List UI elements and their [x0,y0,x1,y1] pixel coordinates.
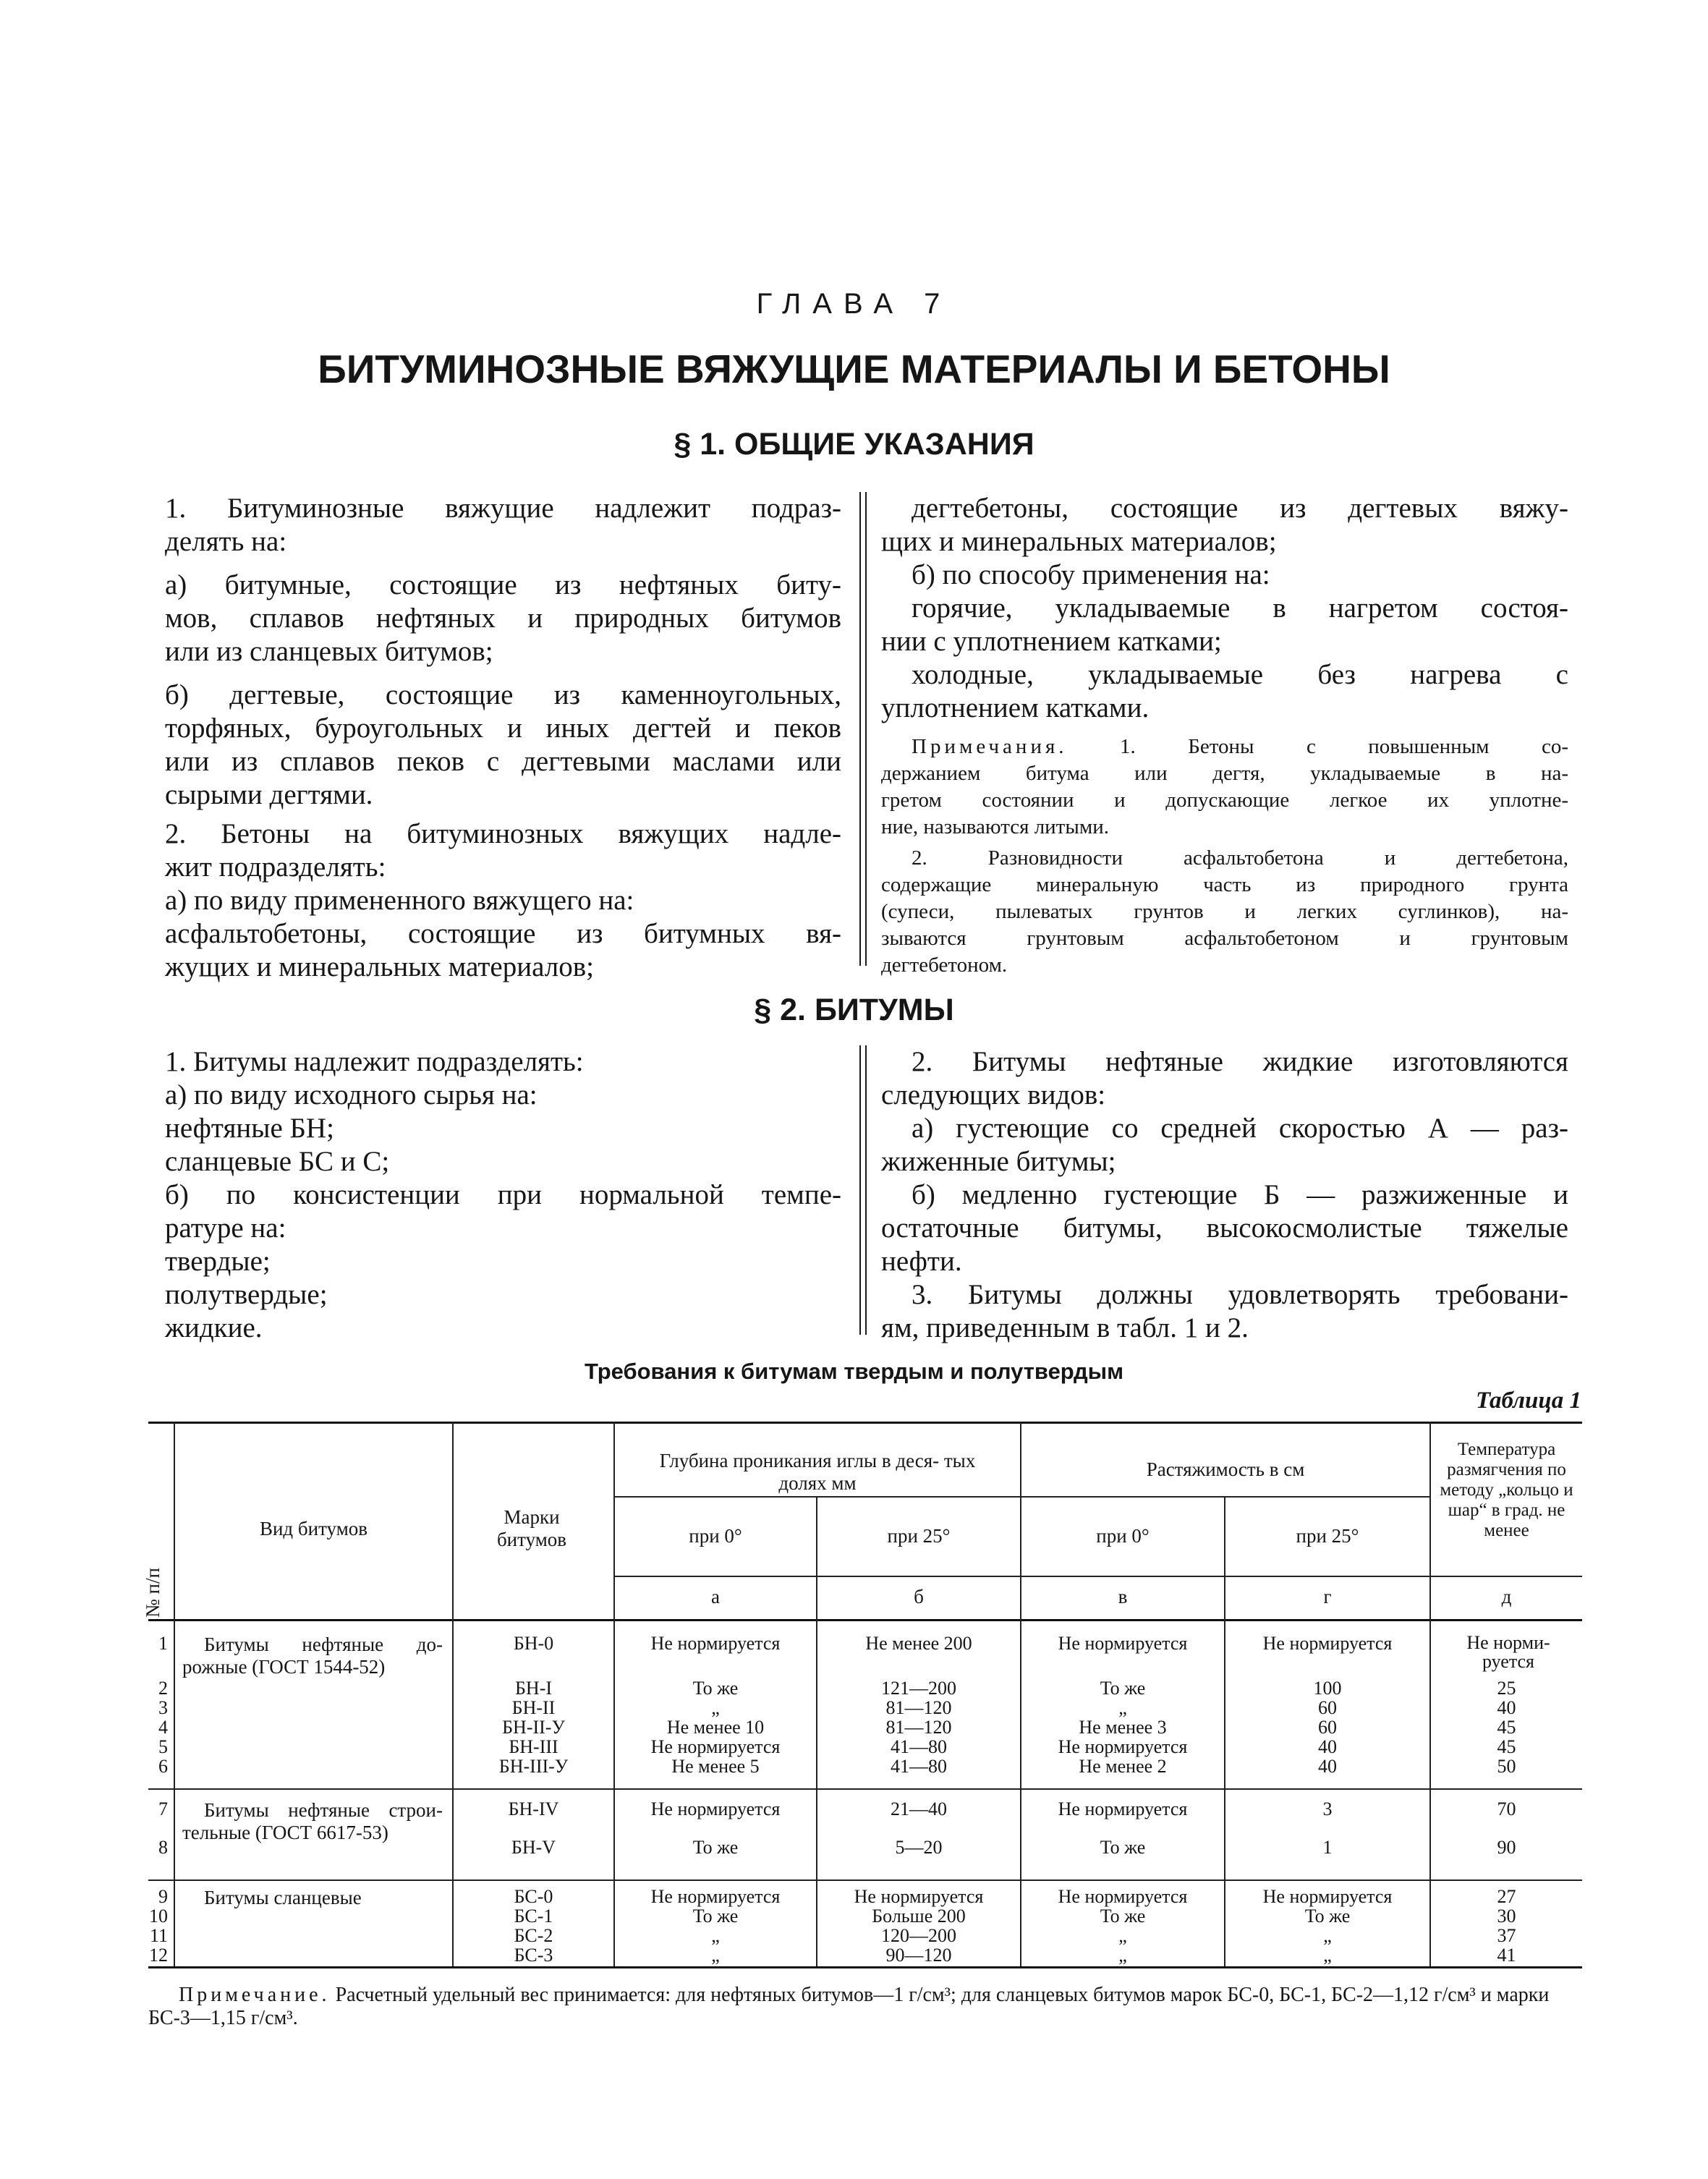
pen0-cell: Не нормируется [650,1798,781,1819]
text-line: жиженные битумы; [881,1146,1116,1177]
soft-cell: 30 [1497,1906,1516,1927]
chapter-title: БИТУМИНОЗНЫЕ ВЯЖУЩИЕ МАТЕРИАЛЫ И БЕТОНЫ [318,347,1390,391]
text-line: торфяных, буроугольных и иных дегтей и пеков [165,713,841,744]
text-line: сырыми дегтями. [165,779,373,810]
table-caption: Требования к битумам твердым и полутвердым [584,1359,1124,1384]
brand-cell: БН-III-У [498,1756,569,1777]
str0-cell: Не нормируется [1058,1736,1188,1757]
pen0-cell: Не нормируется [650,1736,781,1757]
pen25-cell: Больше 200 [872,1906,966,1927]
str0-cell: То же [1100,1678,1146,1699]
str0-cell: Не менее 2 [1079,1756,1167,1777]
text-line: делять на: [165,526,287,557]
pen25-cell: 81—120 [885,1717,952,1738]
str0-cell: „ [1118,1697,1127,1718]
row-number: 10 [149,1906,168,1927]
text-line: горячие, укладываемые в нагретом состоя- [912,592,1568,624]
str0-cell: „ [1118,1925,1127,1946]
row-number: 5 [158,1736,168,1757]
text-line: дегтебетоны, состоящие из дегтевых вяжу- [912,493,1568,524]
header-letter: г [1323,1586,1332,1607]
pen0-cell: То же [692,1678,739,1699]
table-rule [613,1576,1582,1577]
table-rule [613,1496,1429,1498]
text-line: 2. Разновидности асфальтобетона и дегтебетона, [912,846,1568,870]
kind-cell: Битумы нефтяные строи- тельные (ГОСТ 6617-53) [182,1799,443,1843]
chapter-label: ГЛАВА 7 [756,288,952,320]
pen0-cell: Не нормируется [650,1886,781,1907]
str25-cell: 3 [1322,1798,1333,1819]
str25-cell: Не нормируется [1262,1886,1393,1907]
section2-left-column [165,1045,841,1345]
header-kind: Вид битумов [259,1518,368,1539]
pen0-cell: Не нормируется [650,1633,781,1654]
str25-cell: 40 [1318,1756,1337,1777]
header-letter: а [711,1586,720,1607]
column-divider [859,492,861,966]
str25-cell: 1 [1322,1837,1333,1858]
str0-cell: Не менее 3 [1079,1717,1167,1738]
section2-right-column [881,1045,1568,1345]
text-line: 2. Бетоны на битуминозных вяжущих надле- [165,818,841,849]
str0-cell: Не нормируется [1058,1633,1188,1654]
str0-cell: Не нормируется [1058,1886,1188,1907]
text-line: мов, сплавов нефтяных и природных битумов [165,603,841,634]
brand-cell: БС-0 [514,1886,553,1907]
table-note [148,1984,1581,2030]
text-line: уплотнением катками. [881,692,1150,723]
table-number: Таблица 1 [1475,1388,1581,1414]
str0-cell: То же [1100,1906,1146,1927]
section1-left-column [165,492,841,984]
section1-title: § 1. ОБЩИЕ УКАЗАНИЯ [674,427,1034,462]
text-line: (супеси, пылеватых грунтов и легких суглинков), на- [881,900,1568,923]
row-number: 4 [158,1717,168,1738]
text-line: следующих видов: [881,1079,1106,1110]
table-top-rule [148,1422,1582,1424]
pen0-cell: „ [711,1945,720,1966]
table-col-rule [174,1422,175,1966]
header-letter: в [1118,1586,1128,1607]
text-line: холодные, укладываемые без нагрева с [912,659,1568,690]
header-str-0: при 0° [1096,1525,1150,1547]
row-number: 1 [158,1633,168,1654]
text-line: жидкие. [165,1312,263,1343]
str25-cell: „ [1323,1945,1332,1966]
header-num: № п/п [142,1568,163,1618]
str25-cell: 100 [1313,1678,1342,1699]
row-number: 12 [149,1945,168,1966]
soft-cell: 90 [1497,1837,1516,1858]
text-line: б) по способу применения на: [912,559,1270,590]
brand-cell: БС-3 [514,1945,553,1966]
pen25-cell: 120—200 [881,1925,956,1946]
pen0-cell: То же [692,1906,739,1927]
row-number: 2 [158,1678,168,1699]
text-line: или из сланцевых битумов; [165,636,493,667]
text-line: гретом состоянии и допускающие легкое их уплотне- [881,789,1568,812]
text-line: сланцевые БС и С; [165,1146,390,1177]
header-stretch: Растяжимость в см [1146,1458,1305,1480]
brand-cell: БН-II [511,1697,556,1718]
pen25-cell: 81—120 [885,1697,952,1718]
row-number: 6 [158,1756,168,1777]
str25-cell: То же [1304,1906,1351,1927]
pen25-cell: 5—20 [895,1837,943,1858]
text-line: а) битумные, состоящие из нефтяных биту- [165,569,841,600]
row-number: 9 [158,1886,168,1907]
row-number: 3 [158,1697,168,1718]
str25-cell: 40 [1318,1736,1337,1757]
text-line: 1. Бетоны с повышенным со- [1120,735,1568,758]
text-line: остаточные битумы, высокосмолистые тяжелые [881,1212,1568,1244]
note-label: Примечания. [912,735,1068,758]
table-bottom-rule [148,1966,1582,1968]
soft-cell: 50 [1497,1756,1516,1777]
note-text: Расчетный удельный вес принимается: для нефтяных битумов—1 г/см³; для сланцевых битумов марок БС-0, БС-1, БС-2—1,12 г/см³ и марки БС-3—1,15 г/см³. [148,1984,1550,2029]
text-line: содержащие минеральную часть из природного грунта [881,873,1568,896]
table-group-rule [148,1879,1582,1881]
text-line: ние, называются литыми. [881,815,1109,838]
note-label: Примечание. [179,1984,331,2006]
text-line: 3. Битумы должны удовлетворять требовани- [912,1279,1568,1310]
header-letter: б [914,1586,924,1607]
text-line: 2. Битумы нефтяные жидкие изготовляются [912,1046,1568,1077]
header-letter: д [1501,1586,1512,1607]
pen25-cell: 90—120 [885,1945,952,1966]
text-line: а) густеющие со средней скоростью А — раз- [912,1113,1568,1144]
str25-cell: „ [1323,1925,1332,1946]
column-divider [865,492,867,966]
str0-cell: Не нормируется [1058,1798,1188,1819]
text-line: полутвердые; [165,1279,328,1310]
soft-cell: 45 [1497,1736,1516,1757]
str0-cell: „ [1118,1945,1127,1966]
pen25-cell: 21—40 [891,1798,947,1819]
soft-cell: Не норми- руется [1466,1632,1550,1672]
pen25-cell: Не менее 200 [865,1633,972,1654]
column-divider [865,1045,867,1335]
text-line: асфальтобетоны, состоящие из битумных вя- [165,918,841,949]
header-brand: Марки битумов [496,1506,567,1550]
text-line: 1. Битуминозные вяжущие надлежит подраз- [165,493,841,524]
soft-cell: 45 [1497,1717,1516,1738]
soft-cell: 40 [1497,1697,1516,1718]
pen25-cell: 121—200 [881,1678,956,1699]
text-line: б) медленно густеющие Б — разжиженные и [912,1179,1568,1210]
section2-title: § 2. БИТУМЫ [754,993,954,1027]
header-softening: Температура размягчения по методу „кольцо и шар“ в град. не менее [1440,1440,1573,1540]
brand-cell: БС-2 [514,1925,553,1946]
soft-cell: 41 [1497,1945,1516,1966]
table-group-rule [148,1788,1582,1790]
text-line: держанием битума или дегтя, укладываемые в на- [881,762,1568,785]
column-divider [859,1045,861,1335]
text-line: жит подразделять: [165,851,386,883]
str25-cell: Не нормируется [1262,1633,1393,1654]
pen0-cell: „ [711,1925,720,1946]
header-pen-25: при 25° [887,1525,951,1547]
row-number: 8 [158,1837,168,1858]
text-line: твердые; [165,1246,271,1277]
brand-cell: БН-I [514,1678,553,1699]
pen0-cell: То же [692,1837,739,1858]
text-line: а) по виду примененного вяжущего на: [165,885,634,916]
str0-cell: То же [1100,1837,1146,1858]
text-line: или из сплавов пеков с дегтевыми маслами или [165,746,841,777]
text-line: нефти. [881,1246,962,1277]
pen25-cell: Не нормируется [854,1886,984,1907]
section1-right-column [881,492,1568,979]
text-line: ям, приведенным в табл. 1 и 2. [881,1312,1249,1343]
table-header-rule [148,1619,1582,1621]
section1-note [881,734,1568,979]
soft-cell: 27 [1497,1886,1516,1907]
kind-cell: Битумы сланцевые [204,1887,362,1908]
pen0-cell: Не менее 10 [666,1717,765,1738]
str25-cell: 60 [1318,1717,1337,1738]
str25-cell: 60 [1318,1697,1337,1718]
text-line: ратуре на: [165,1212,286,1244]
text-line: щих и минеральных материалов; [881,526,1277,557]
soft-cell: 25 [1497,1678,1516,1699]
brand-cell: БС-1 [514,1906,553,1927]
brand-cell: БН-IV [508,1798,559,1819]
pen25-cell: 41—80 [891,1756,947,1777]
pen25-cell: 41—80 [891,1736,947,1757]
text-line: дегтебетоном. [881,953,1008,977]
brand-cell: БН-0 [513,1633,554,1654]
text-line: б) дегтевые, состоящие из каменноугольных, [165,679,841,710]
brand-cell: БН-II-У [502,1717,565,1738]
row-number: 7 [158,1798,168,1819]
text-line: зываются грунтовым асфальтобетоном и грунтовым [881,927,1568,950]
row-number: 11 [149,1925,168,1946]
text-line: а) по виду исходного сырья на: [165,1079,538,1110]
pen0-cell: Не менее 5 [671,1756,760,1777]
text-line: нефтяные БН; [165,1113,334,1144]
header-penetration: Глубина проникания иглы в деся- тых долях мм [659,1450,976,1494]
text-line: б) по консистенции при нормальной темпе- [165,1179,841,1210]
soft-cell: 70 [1497,1798,1516,1819]
kind-cell: Битумы нефтяные до- рожные (ГОСТ 1544-52) [182,1634,443,1678]
pen0-cell: „ [711,1697,720,1718]
soft-cell: 37 [1497,1925,1516,1946]
brand-cell: БН-III [509,1736,558,1757]
text-line: нии с уплотнением катками; [881,626,1222,657]
brand-cell: БН-V [511,1837,556,1858]
text-line: 1. Битумы надлежит подразделять: [165,1046,584,1077]
text-line: жущих и минеральных материалов; [165,951,594,982]
header-pen-0: при 0° [689,1525,742,1547]
header-str-25: при 25° [1296,1525,1359,1547]
